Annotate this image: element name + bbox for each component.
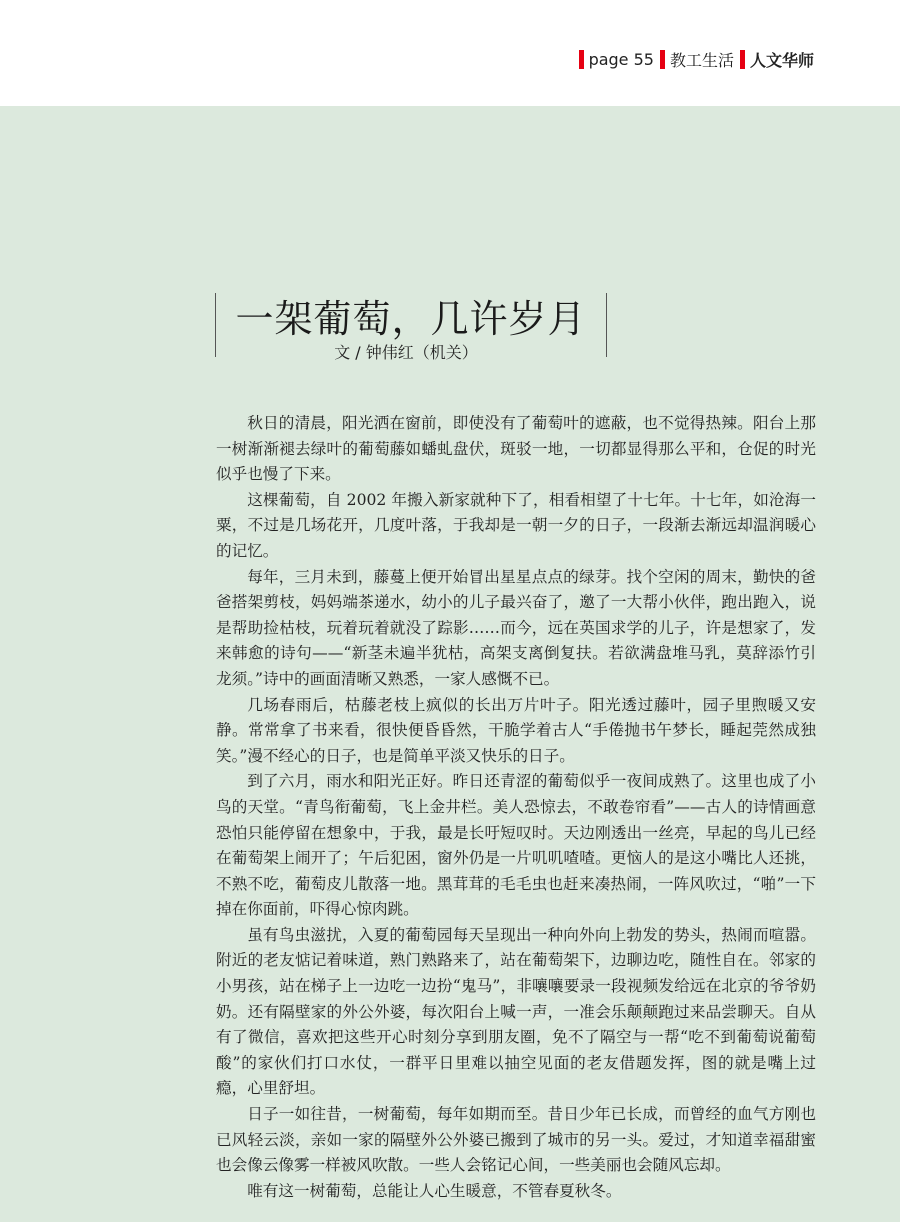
red-bar-marker <box>579 50 584 69</box>
article-byline: 文 / 钟伟红（机关） <box>334 343 478 362</box>
paragraph: 每年，三月未到，藤蔓上便开始冒出星星点点的绿芽。找个空闲的周末，勤快的爸爸搭架剪枝，妈妈端茶递水，幼小的儿子最兴奋了，邀了一大帮小伙伴，跑出跑入，说是帮助捡枯枝，玩着玩着就没了踪影……而今，远在英国求学的儿子，许是想家了，发来韩愈的诗句——“新茎未遍半犹枯，高架支离倒复扶。若欲满盘堆马乳，莫辞添竹引龙须。”诗中的画面清晰又熟悉，一家人感慨不已。 <box>216 567 816 688</box>
running-head <box>573 48 814 71</box>
section-name: 教工生活 <box>669 51 734 70</box>
page-number: page 55 <box>588 50 654 69</box>
paragraph: 唯有这一树葡萄，总能让人心生暖意，不管春夏秋冬。 <box>247 1181 622 1200</box>
title-right-rule <box>606 293 607 357</box>
red-bar-marker <box>740 50 745 69</box>
paragraph: 秋日的清晨，阳光洒在窗前，即使没有了葡萄叶的遮蔽，也不觉得热辣。阳台上那一树渐渐褪去绿叶的葡萄藤如蟠虬盘伏，斑驳一地，一切都显得那么平和，仓促的时光似乎也慢了下来。 <box>216 414 816 484</box>
red-bar-marker <box>660 50 665 69</box>
paragraph: 日子一如往昔，一树葡萄，每年如期而至。昔日少年已长成，而曾经的血气方刚也已风轻云淡，亲如一家的隔壁外公外婆已搬到了城市的另一头。爱过，才知道幸福甜蜜也会像云像雾一样被风吹散。一些人会铭记心间，一些美丽也会随风忘却。 <box>216 1105 816 1175</box>
column-name: 人文华师 <box>749 51 814 70</box>
paragraph: 几场春雨后，枯藤老枝上疯似的长出万片叶子。阳光透过藤叶，园子里煦暖又安静。常常拿了书来看，很快便昏昏然，干脆学着古人“手倦抛书午梦长，睡起莞然成独笑。”漫不经心的日子，也是简单平淡又快乐的日子。 <box>216 695 816 765</box>
page-header <box>0 0 900 106</box>
paragraph: 虽有鸟虫滋扰，入夏的葡萄园每天呈现出一种向外向上勃发的势头，热闹而喧嚣。附近的老友惦记着味道，熟门熟路来了，站在葡萄架下，边聊边吃，随性自在。邻家的小男孩，站在梯子上一边吃一边扮“鬼马”，非嚷嚷要录一段视频发给远在北京的爷爷奶奶。还有隔壁家的外公外婆，每次阳台上喊一声，一准会乐颠颠跑过来品尝聊天。自从有了微信，喜欢把这些开心时刻分享到朋友圈，免不了隔空与一帮“吃不到葡萄说葡萄酸”的家伙们打口水仗，一群平日里难以抽空见面的老友借题发挥，图的就是嘴上过瘾，心里舒坦。 <box>216 925 816 1098</box>
paragraph: 这棵葡萄，自 2002 年搬入新家就种下了，相看相望了十七年。十七年，如沧海一粟，不过是几场花开，几度叶落，于我却是一朝一夕的日子，一段渐去渐远却温润暖心的记忆。 <box>216 490 816 560</box>
article-title: 一架葡萄，几许岁月 <box>235 297 587 341</box>
article-body <box>216 411 816 1204</box>
paragraph: 到了六月，雨水和阳光正好。昨日还青涩的葡萄似乎一夜间成熟了。这里也成了小鸟的天堂。“青鸟衔葡萄，飞上金井栏。美人恐惊去，不敢卷帘看”——古人的诗情画意恐怕只能停留在想象中，于我，最是长吁短叹时。天边刚透出一丝亮，早起的鸟儿已经在葡萄架上闹开了；午后犯困，窗外仍是一片叽叽喳喳。更恼人的是这小嘴比人还挑，不熟不吃，葡萄皮儿散落一地。黑茸茸的毛毛虫也赶来凑热闹，一阵风吹过，“啪”一下掉在你面前，吓得心惊肉跳。 <box>216 772 816 919</box>
